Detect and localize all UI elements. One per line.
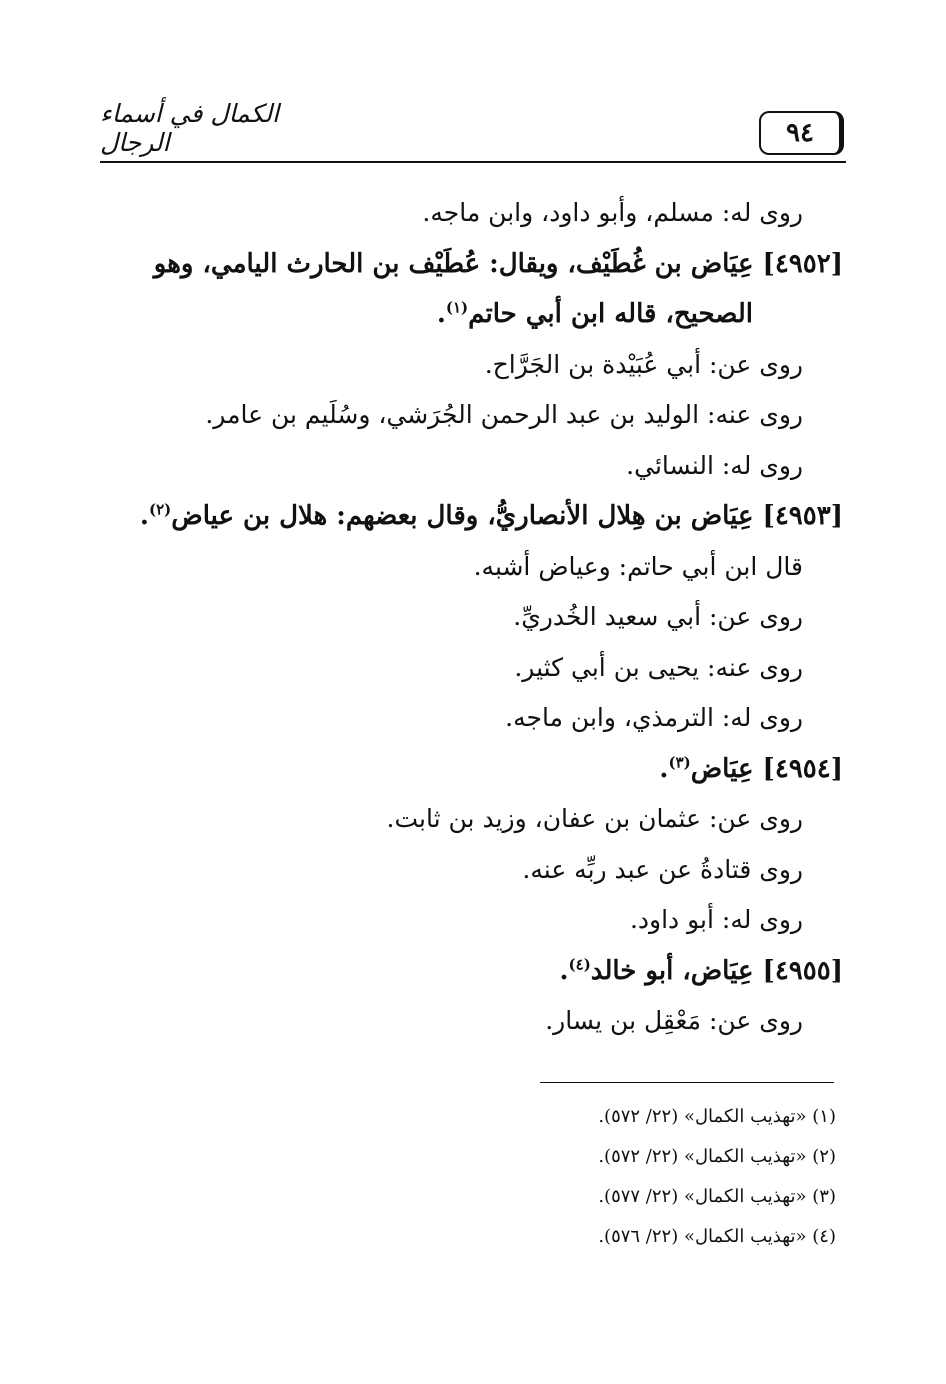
footnote-separator [540,1082,834,1083]
entry-heading-text: الصحيح، قاله ابن أبي حاتم [468,299,753,329]
entry-heading-4952-cont: الصحيح، قاله ابن أبي حاتم$^{(١)}$. [436,298,753,329]
footnote-1: (١) «تهذيب الكمال» (٢٢/ ٥٧٢). [598,1106,836,1127]
footnote-ref[interactable]: (٢) [148,500,172,519]
page-number: ٩٤ [786,118,814,148]
text-line: روى عن: أبي عُبَيْدة بن الجَرَّاح. [484,349,803,379]
text-line: روى له: الترمذي، وابن ماجه. [505,703,803,732]
entry-heading-text: [٤٩٥٢] عِيَاض بن غُطَيْف، ويقال: عُطَيْف بن الحارث اليامي، وهو [153,248,843,279]
text-line: روى له: مسلم، وأبو داود، وابن ماجه. [422,198,803,227]
text-line: روى عن: مَعْقِل بن يسار. [545,1006,803,1035]
footnote-ref[interactable]: (١) [445,298,469,317]
text-line: قال ابن أبي حاتم: وعياض أشبه. [473,551,803,581]
text-line: روى عنه: يحيى بن أبي كثير. [514,652,803,682]
text-line: روى عن: أبي سعيد الخُدريِّ. [513,602,803,631]
text-line: روى قتادةُ عن عبد ربِّه عنه. [522,854,803,884]
page-number-box [759,111,844,155]
text-line: روى عنه: الوليد بن عبد الرحمن الجُرَشي، وسُلَيم بن عامر. [205,400,803,429]
entry-heading-text: [٤٩٥٥] عِيَاض، أبو خالد [590,955,843,986]
entry-heading-4954: [٤٩٥٤] عِيَاض$^{(٣)}$. [659,752,843,784]
entry-heading-4955: [٤٩٥٥] عِيَاض، أبو خالد$^{(٤)}$. [559,954,843,986]
text-line: روى له: النسائي. [626,450,803,480]
footnote-2: (٢) «تهذيب الكمال» (٢٢/ ٥٧٢). [598,1146,836,1167]
text-line: روى عن: عثمان بن عفان، وزيد بن ثابت. [386,804,803,833]
entry-heading-4952 [95,239,843,290]
main-text [95,188,843,1047]
entry-heading-text: [٤٩٥٣] عِيَاض بن هِلال الأنصاريُّ، وقال بعضهم: هلال بن عياض [171,501,843,531]
text-line: روى له: أبو داود. [629,905,803,934]
entry-heading-text: [٤٩٥٤] عِيَاض [690,753,843,784]
page-header [100,95,846,163]
footnotes [420,1097,836,1257]
header-rule [100,161,846,163]
entry-heading-4953: [٤٩٥٣] عِيَاض بن هِلال الأنصاريُّ، وقال بعضهم: هلال بن عياض$^{(٢)}$. [139,500,843,531]
running-title: الكمال في أسماء الرجال [100,99,280,157]
footnote-3: (٣) «تهذيب الكمال» (٢٢/ ٥٧٧). [598,1186,836,1207]
footnote-4: (٤) «تهذيب الكمال» (٢٢/ ٥٧٦). [598,1226,836,1247]
footnote-ref[interactable]: (٤) [568,954,591,973]
footnote-ref[interactable]: (٣) [668,752,691,771]
